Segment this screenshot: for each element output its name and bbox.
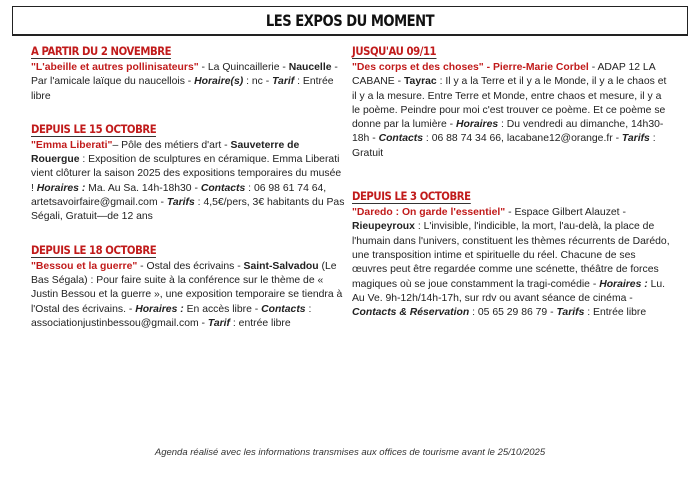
event-description (31, 260, 346, 331)
rates-label: Tarifs (166, 197, 195, 209)
contacts-value: : 05 65 29 86 79 - (469, 307, 557, 319)
contacts-label: Contacts & Réservation (352, 307, 470, 319)
hours-value: Lu. Au Ve. 9h-12h/14h-17h, sur rdv ou avant séance de cinéma - (352, 278, 666, 304)
hours-value: : nc - (243, 76, 273, 88)
contacts-value: : 06 98 61 74 64, artetsavoirfaire@gmail.com - (31, 182, 327, 209)
event-venue: - ADAP 12 LA CABANE - (352, 62, 656, 88)
event-abeille (31, 42, 346, 104)
event-corps-choses (352, 42, 672, 161)
event-bessou (31, 241, 346, 331)
event-venue: – Pôle des métiers d'art - (112, 139, 231, 151)
contacts-label: Contacts (378, 133, 424, 145)
section-header (12, 6, 688, 36)
event-town: Tayrac (403, 76, 437, 88)
hours-label: Horaires : (135, 303, 184, 315)
event-description (31, 61, 346, 104)
event-date: A PARTIR DU 2 NOVEMBRE (31, 44, 172, 58)
event-text: : Il y a la Terre et il y a le Monde, il y a le chaos et il y a la mesure. Entre Terre et Monde, entre chaos et mesure, il y a le poème. Peindre pour moi c'est trouver ce poème. Et ce poème se donne par la lumière - (352, 76, 667, 131)
event-title: "Daredo : On garde l'essentiel" (352, 207, 506, 219)
contacts-value: : associationjustinbessou@gmail.com - (31, 303, 312, 329)
event-town: Naucelle (288, 62, 332, 73)
hours-label: Horaires : (599, 278, 648, 290)
event-title: "Des corps et des choses" - Pierre-Marie Corbel (352, 62, 589, 73)
rates-value: : Entrée libre (584, 307, 647, 319)
event-town: Rieupeyroux (352, 221, 415, 233)
rates-value: : Entrée libre (31, 76, 334, 102)
rates-value: : Gratuit (352, 133, 656, 159)
hours-value: En accès libre - (183, 303, 262, 315)
rates-label: Tarif (272, 76, 295, 88)
event-venue: - La Quincaillerie - (198, 62, 289, 73)
contacts-value: : 06 88 74 34 66, lacabane12@orange.fr - (423, 133, 622, 145)
rates-label: Tarifs (556, 307, 585, 319)
contacts-label: Contacts (261, 303, 306, 315)
right-column (352, 42, 672, 336)
event-date: DEPUIS LE 18 OCTOBRE (31, 242, 157, 257)
hours-label: Horaires : (36, 182, 86, 194)
hours-value: : Du vendredi au dimanche, 14h30-18h - (352, 119, 664, 145)
left-column (31, 42, 346, 347)
event-text: (Le Bas Ségala) : Pour faire suite à la conférence sur le thème de « Justin Bessou et la guerre », une exposition temporaire se tiendra à l'Ostal des écrivains. - (31, 260, 343, 315)
event-emma-liberati (31, 120, 346, 225)
hours-label: Horaire(s) (194, 76, 244, 88)
hours-label: Horaires (455, 119, 499, 131)
event-title: "Emma Liberati" (31, 139, 113, 151)
event-title: "L'abeille et autres pollinisateurs" (31, 62, 199, 73)
event-text: : L'invisible, l'indicible, la mort, l'au-delà, la place de l'humain dans l'univers, constituent les thèmes récurrents de Darédo, une transposition intime et spirituelle du réel. Chacune de ses œuvres peut être regardée comme une scénette, théâtre de forces magiques où se joue constamment la tragi-comédie - (352, 221, 670, 290)
contacts-label: Contacts (200, 182, 246, 194)
event-date: DEPUIS LE 15 OCTOBRE (31, 121, 157, 136)
event-text: - Par l'amicale laïque du naucellois - (31, 62, 338, 88)
rates-label: Tarif (207, 317, 231, 329)
rates-value: : entrée libre (230, 317, 291, 329)
rates-label: Tarifs (621, 133, 650, 145)
event-text: : Exposition de sculptures en céramique. Emma Liberati vient clôturer la saison 2025 des expositions temporaires du musée ! (31, 154, 342, 194)
event-title: "Bessou et la guerre" (31, 260, 138, 272)
rates-value: : 4,5€/pers, 3€ habitants du Pas Ségali, Gratuit—de 12 ans (31, 197, 345, 223)
event-description (352, 206, 672, 320)
hours-value: Ma. Au Sa. 14h-18h30 - (85, 182, 201, 194)
footer-note: Agenda réalisé avec les informations transmises aux offices de tourisme avant le 25/10/2025 (154, 447, 546, 458)
event-venue: - Espace Gilbert Alauzet - (505, 207, 626, 219)
event-town: Saint-Salvadou (243, 260, 319, 272)
event-description (352, 61, 672, 161)
event-date: JUSQU'AU 09/11 (352, 44, 437, 58)
event-town: Sauveterre de Rouergue (31, 139, 300, 166)
event-date: DEPUIS LE 3 OCTOBRE (352, 189, 471, 204)
page-title: LES EXPOS DU MOMENT (265, 11, 435, 30)
event-venue: - Ostal des écrivains - (137, 260, 244, 272)
event-daredo (352, 187, 672, 320)
event-description (31, 139, 346, 225)
